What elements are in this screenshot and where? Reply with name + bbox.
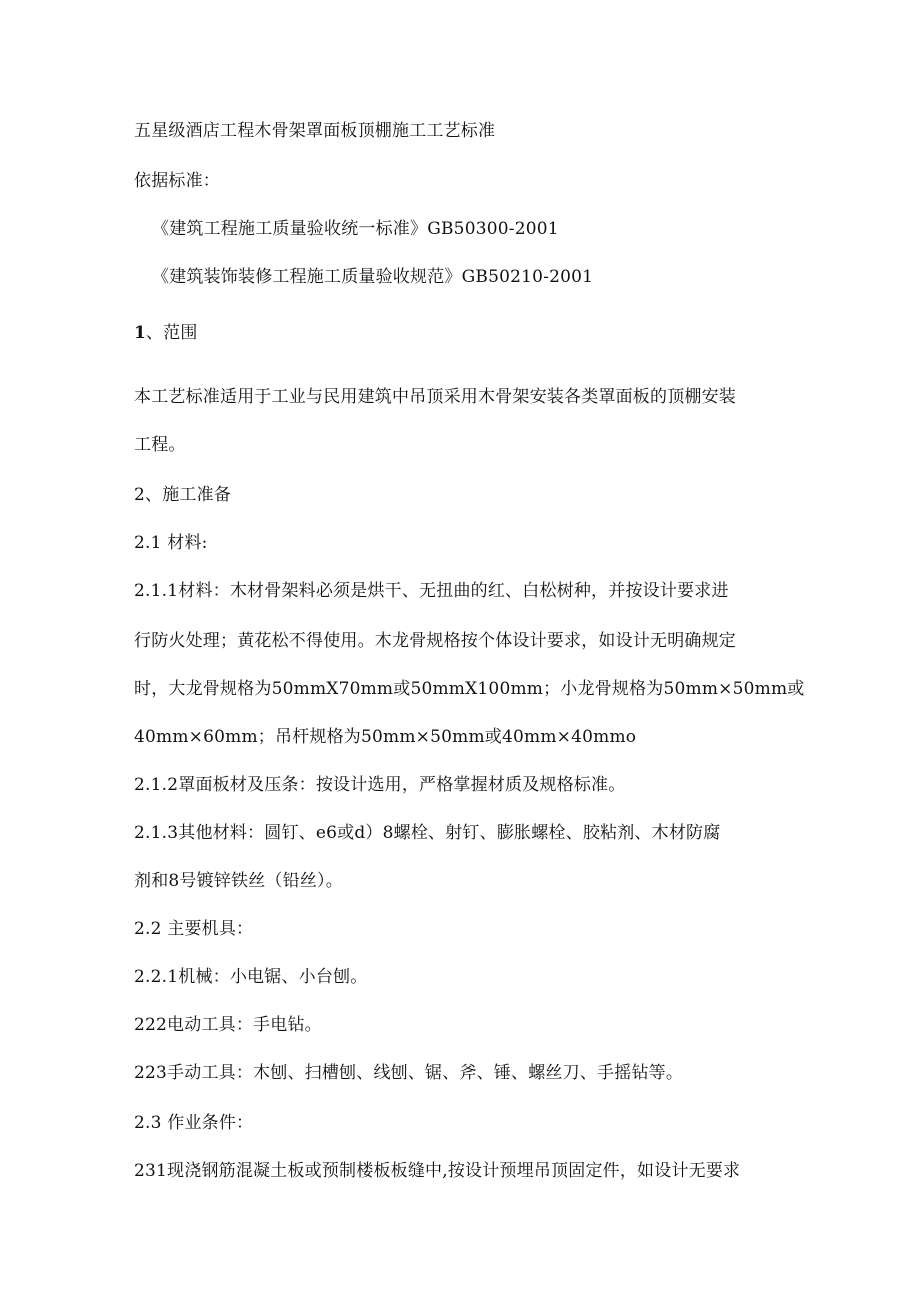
paragraph-line: 工程。: [134, 435, 186, 455]
section-title: 、范围: [146, 323, 198, 343]
subsection-heading: 2.3 作业条件：: [134, 1113, 254, 1133]
paragraph-line: 2.1.3其他材料：圆钉、e6或d）8螺栓、射钉、膨胀螺栓、胶粘剂、木材防腐: [134, 823, 721, 843]
subsection-heading: 2.1 材料:: [134, 533, 208, 553]
paragraph-line: 223手动工具：木刨、扫槽刨、线刨、锯、斧、锤、螺丝刀、手摇钻等。: [134, 1063, 684, 1083]
paragraph-line: 行防火处理；黄花松不得使用。木龙骨规格按个体设计要求，如设计无明确规定: [134, 631, 736, 651]
document-title: 五星级酒店工程木骨架罩面板顶棚施工工艺标准: [134, 121, 496, 141]
paragraph-line: 时，大龙骨规格为50mmX70mm或50mmX100mm；小龙骨规格为50mm×50mm或: [134, 679, 805, 699]
paragraph-line: 40mm×60mm；吊杆规格为50mm×50mm或40mm×40mmo: [134, 727, 637, 747]
section-heading-preparation: 2、施工准备: [134, 485, 232, 505]
section-heading-scope: [134, 322, 198, 344]
standard-item: 《建筑工程施工质量验收统一标准》GB50300-2001: [152, 219, 559, 239]
subsection-heading: 2.2 主要机具：: [134, 919, 254, 939]
basis-label: 依据标准：: [134, 171, 220, 191]
paragraph-line: 剂和8号镀锌铁丝（铅丝）。: [134, 871, 343, 891]
paragraph-line: 2.2.1机械：小电锯、小台刨。: [134, 967, 368, 987]
paragraph-line: 231现浇钢筋混凝土板或预制楼板板缝中,按设计预埋吊顶固定件，如设计无要求: [134, 1161, 741, 1181]
section-number: 1: [134, 323, 147, 343]
paragraph-line: 本工艺标准适用于工业与民用建筑中吊顶采用木骨架安装各类罩面板的顶棚安装: [134, 387, 736, 407]
paragraph-line: 2.1.1材料：木材骨架料必须是烘干、无扭曲的红、白松树种，并按设计要求进: [134, 581, 729, 601]
standard-item: 《建筑装饰装修工程施工质量验收规范》GB50210-2001: [152, 267, 594, 287]
paragraph-line: 222电动工具：手电钻。: [134, 1015, 322, 1035]
paragraph-line: 2.1.2罩面板材及压条：按设计选用，严格掌握材质及规格标准。: [134, 775, 626, 795]
